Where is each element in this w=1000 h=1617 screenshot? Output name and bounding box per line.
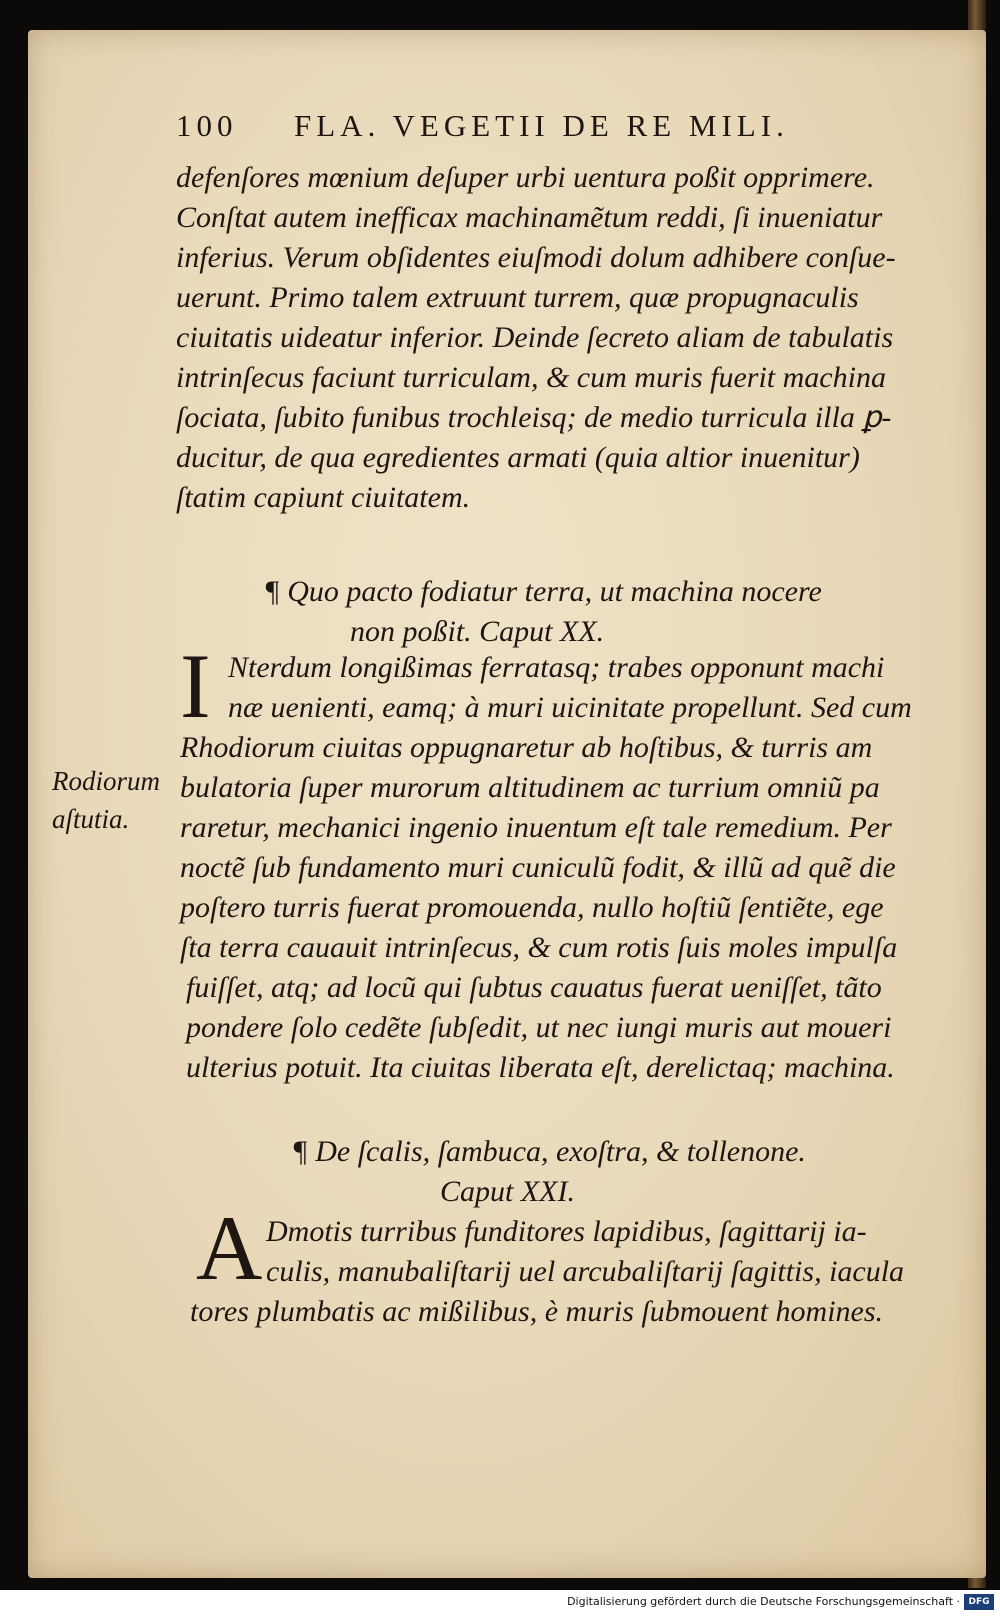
body-line: Dmotis turribus funditores lapidibus, ſagittarij ia- bbox=[266, 1215, 867, 1248]
body-line: Rhodiorum ciuitas oppugnaretur ab hoſtibus, & turris am bbox=[180, 731, 873, 764]
body-line: Conſtat autem inefficax machinamẽtum reddi, ſi inueniatur bbox=[176, 201, 883, 234]
body-line: fuiſſet, atq; ad locũ qui ſubtus cauatus fuerat ueniſſet, tãto bbox=[186, 971, 882, 1004]
body-line: bulatoria ſuper murorum altitudinem ac turrium omniũ pa bbox=[180, 771, 880, 804]
body-line: poſtero turris fuerat promouenda, nullo hoſtiũ ſentiẽte, ege bbox=[180, 891, 884, 924]
page-number: 100 bbox=[176, 108, 238, 143]
body-line: intrinſecus faciunt turriculam, & cum muris fuerit machina bbox=[176, 361, 886, 394]
body-line: næ uenienti, eamq; à muri uicinitate propellunt. Sed cum bbox=[228, 691, 912, 724]
body-line: inferius. Verum obſidentes eiuſmodi dolum adhibere conſue- bbox=[176, 241, 896, 274]
body-line: defenſores mœnium deſuper urbi uentura poßit opprimere. bbox=[176, 161, 875, 194]
drop-cap-initial: A bbox=[196, 1197, 263, 1299]
body-line: Nterdum longißimas ferratasq; trabes opponunt machi bbox=[228, 651, 885, 684]
body-line: ſociata, ſubito funibus trochleisq; de medio turricula illa ꝑ- bbox=[176, 401, 892, 434]
chapter-20-caput: non poßit. Caput XX. bbox=[350, 615, 605, 648]
body-line: noctẽ ſub fundamento muri cuniculũ fodit, & illũ ad quẽ die bbox=[180, 851, 896, 884]
dfg-logo: DFG bbox=[964, 1594, 994, 1610]
body-line: ciuitatis uideatur inferior. Deinde ſecreto aliam de tabulatis bbox=[176, 321, 894, 354]
digitization-footer bbox=[0, 1590, 1000, 1617]
body-line: ulterius potuit. Ita ciuitas liberata eſt, derelictaq; machina. bbox=[186, 1051, 895, 1084]
body-line: raretur, mechanici ingenio inuentum eſt tale remedium. Per bbox=[180, 811, 892, 844]
body-line: pondere ſolo cedẽte ſubſedit, ut nec iungi muris aut moueri bbox=[186, 1011, 892, 1044]
body-line: tores plumbatis ac mißilibus, è muris ſubmouent homines. bbox=[190, 1295, 884, 1328]
margin-note: aſtutia. bbox=[52, 804, 130, 834]
chapter-21-caput: Caput XXI. bbox=[440, 1175, 575, 1208]
running-title: FLA. VEGETII DE RE MILI. bbox=[294, 108, 789, 143]
drop-cap-initial: I bbox=[180, 635, 211, 737]
body-line: ducitur, de qua egredientes armati (quia altior inuenitur) bbox=[176, 441, 860, 474]
body-line: culis, manubaliſtarij uel arcubaliſtarij ſagittis, iacula bbox=[266, 1255, 905, 1288]
chapter-21-heading: ¶ De ſcalis, ſambuca, exoſtra, & tollenone. bbox=[292, 1135, 806, 1168]
body-line: ſtatim capiunt ciuitatem. bbox=[176, 481, 471, 514]
chapter-20-heading: ¶ Quo pacto fodiatur terra, ut machina nocere bbox=[264, 575, 822, 608]
footer-credit: Digitalisierung gefördert durch die Deutsche Forschungsgemeinschaft · bbox=[567, 1595, 960, 1608]
running-header bbox=[176, 108, 896, 144]
margin-note: Rodiorum bbox=[52, 766, 160, 796]
body-line: ſta terra cauauit intrinſecus, & cum rotis ſuis moles impulſa bbox=[180, 931, 898, 964]
body-line: uerunt. Primo talem extruunt turrem, quæ propugnaculis bbox=[176, 281, 859, 314]
